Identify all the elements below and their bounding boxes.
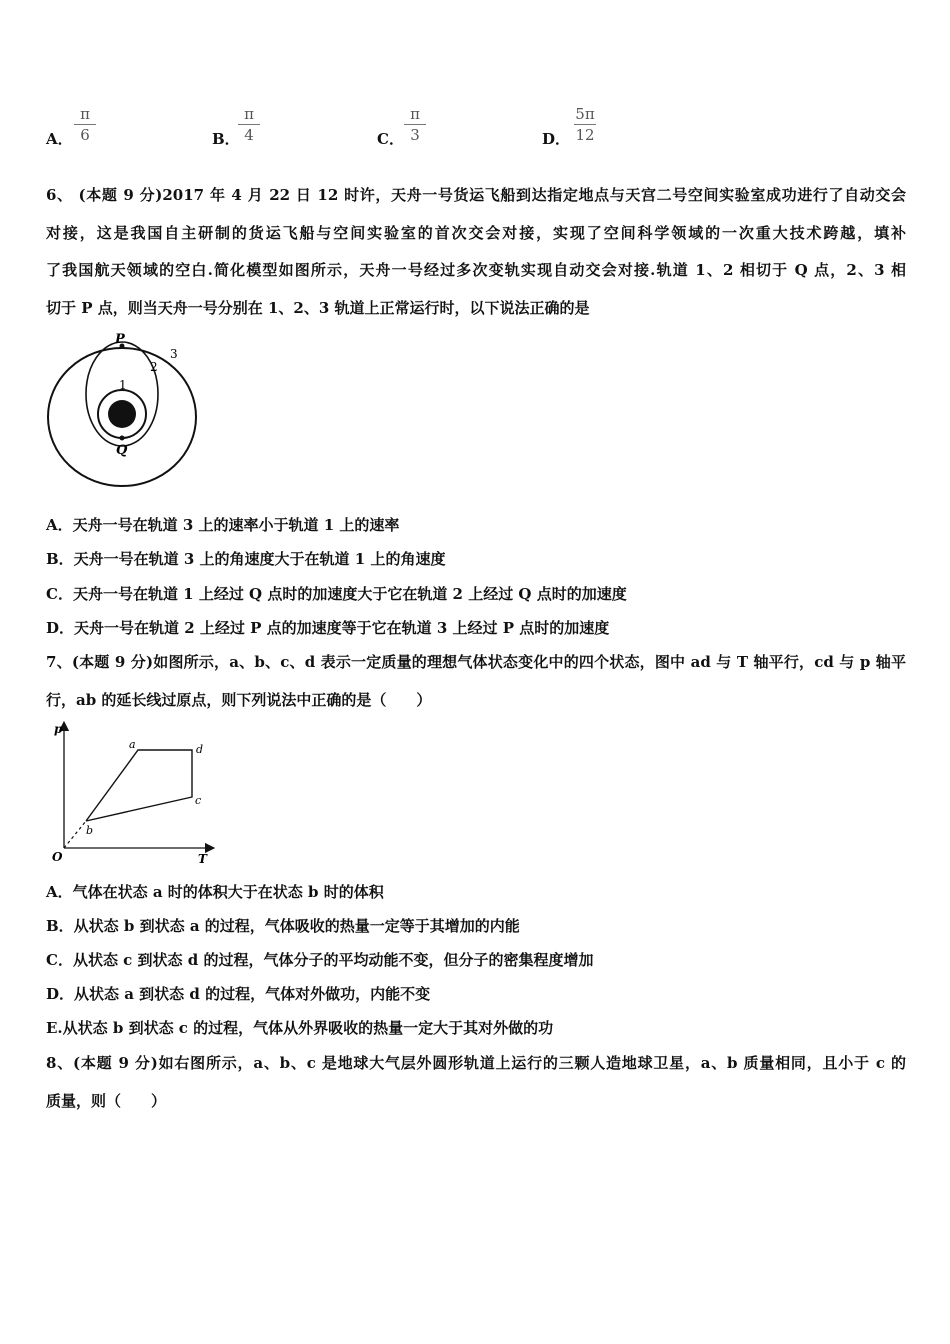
label-b: b: [86, 824, 94, 837]
q5-option-a-fraction: [68, 104, 102, 145]
q5-option-d-fraction: [568, 104, 602, 145]
q6-choice-b: B．天舟一号在轨道 3 上的角速度大于在轨道 1 上的角速度: [46, 550, 446, 568]
label-c: c: [195, 794, 202, 807]
q7-choice-e: E.从状态 b 到状态 c 的过程，气体从外界吸收的热量一定大于其对外做的功: [46, 1019, 554, 1037]
earth: [108, 400, 136, 428]
state-cycle: [86, 750, 192, 821]
point-q: [120, 436, 125, 441]
q5-option-c-numerator: π: [410, 105, 420, 123]
label-orbit-2: 2: [150, 360, 158, 374]
label-t-axis: T: [198, 852, 207, 866]
q7-choice-c: C．从状态 c 到状态 d 的过程，气体分子的平均动能不变，但分子的密集程度增加: [46, 951, 594, 969]
q6-line-3: 了我国航天领域的空白.简化模型如图所示，天舟一号经过多次变轨实现自动交会对接.轨道 1、2 相切于 Q 点，2、3 相: [46, 261, 906, 279]
q7-choice-d: D．从状态 a 到状态 d 的过程，气体对外做功，内能不变: [46, 985, 431, 1003]
label-p: P: [115, 332, 125, 347]
label-q: Q: [116, 443, 128, 458]
q5-option-d-label: D．: [542, 130, 571, 148]
q5-option-b-numerator: π: [244, 105, 254, 123]
q5-option-b-label: B．: [212, 130, 240, 148]
ab-extension: [64, 821, 86, 848]
q7-choice-a: A．气体在状态 a 时的体积大于在状态 b 时的体积: [46, 883, 384, 901]
q6-choice-d: D．天舟一号在轨道 2 上经过 P 点的加速度等于它在轨道 3 上经过 P 点时的加速度: [46, 619, 610, 637]
q6-line-4: 切于 P 点，则当天舟一号分别在 1、2、3 轨道上正常运行时，以下说法正确的是: [46, 299, 590, 317]
label-origin: O: [52, 850, 63, 864]
q5-option-c-fraction: [398, 104, 432, 145]
q8-line-1: 8、(本题 9 分)如右图所示，a、b、c 是地球大气层外圆形轨道上运行的三颗人造地球卫星，a、b 质量相同，且小于 c 的: [46, 1054, 906, 1072]
label-orbit-3: 3: [170, 347, 178, 361]
q6-choice-c: C．天舟一号在轨道 1 上经过 Q 点时的加速度大于它在轨道 2 上经过 Q 点时的加速度: [46, 585, 627, 603]
orbit-diagram: [44, 330, 204, 496]
q5-option-d-numerator: 5π: [575, 105, 595, 123]
pt-diagram: [44, 716, 220, 870]
q6-line-2: 对接，这是我国自主研制的货运飞船与空间实验室的首次交会对接，实现了空间科学领域的一次重大技术跨越，填补: [46, 224, 906, 242]
label-orbit-1: 1: [119, 378, 127, 392]
q5-option-a-numerator: π: [80, 105, 90, 123]
q5-option-d-denominator: 12: [575, 126, 595, 144]
q8-line-2: 质量，则（ ）: [46, 1092, 167, 1110]
q7-line-1: 7、(本题 9 分)如图所示，a、b、c、d 表示一定质量的理想气体状态变化中的四个状态，图中 ad 与 T 轴平行，cd 与 p 轴平: [46, 653, 906, 671]
q6-line-1: 6、 (本题 9 分)2017 年 4 月 22 日 12 时许，天舟一号货运飞船到达指定地点与天宫二号空间实验室成功进行了自动交会: [46, 186, 906, 204]
q5-option-a-label: A．: [46, 130, 73, 148]
label-d: d: [196, 743, 204, 756]
q5-option-c-label: C．: [377, 130, 404, 148]
q5-option-b-fraction: [232, 104, 266, 145]
orbit-2: [86, 342, 158, 446]
q7-choice-b: B．从状态 b 到状态 a 的过程，气体吸收的热量一定等于其增加的内能: [46, 917, 520, 935]
q5-option-c-denominator: 3: [410, 126, 420, 144]
q5-option-a-denominator: 6: [80, 126, 90, 144]
q7-line-2: 行，ab 的延长线过原点，则下列说法中正确的是（ ）: [46, 691, 432, 709]
label-a: a: [129, 738, 136, 751]
label-p-axis: p: [54, 722, 63, 736]
q6-choice-a: A．天舟一号在轨道 3 上的速率小于轨道 1 上的速率: [46, 516, 400, 534]
q5-option-b-denominator: 4: [244, 126, 254, 144]
